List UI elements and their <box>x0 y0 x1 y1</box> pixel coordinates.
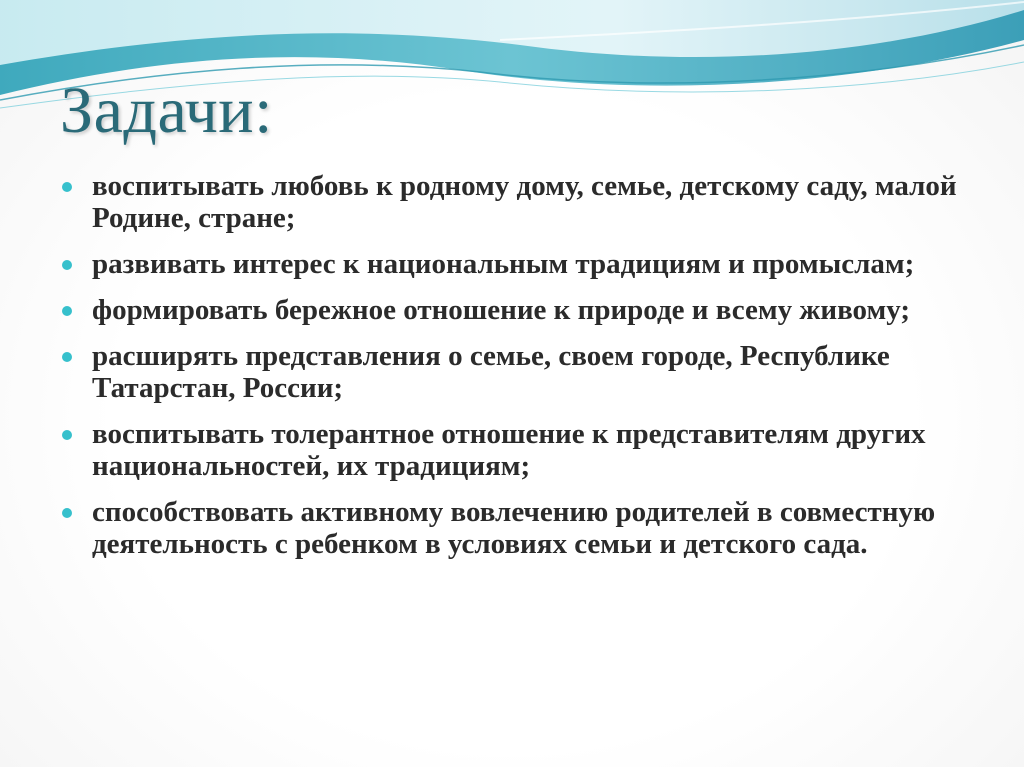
task-list-item <box>62 340 962 404</box>
task-list-item <box>62 170 962 234</box>
bullet-dot-icon <box>62 182 72 192</box>
bullet-dot-icon <box>62 306 72 316</box>
task-text: расширять представления о семье, своем городе, Республике Татарстан, России; <box>92 340 890 404</box>
bullet-dot-icon <box>62 260 72 270</box>
bullet-dot-icon <box>62 508 72 518</box>
task-text: воспитывать толерантное отношение к представителям других национальностей, их традициям; <box>92 418 926 482</box>
bullet-dot-icon <box>62 352 72 362</box>
task-text: развивать интерес к национальным традициям и промыслам; <box>92 248 915 280</box>
task-list-item <box>62 496 962 560</box>
task-list-item <box>62 294 962 326</box>
bullet-dot-icon <box>62 430 72 440</box>
task-list-item <box>62 418 962 482</box>
slide-title: Задачи: <box>60 74 273 147</box>
task-text: формировать бережное отношение к природе и всему живому; <box>92 294 911 326</box>
task-text: способствовать активному вовлечению родителей в совместную деятельность с ребенком в условиях семьи и детского сада. <box>92 496 936 560</box>
task-list <box>62 170 962 574</box>
task-list-item <box>62 248 962 280</box>
task-text: воспитывать любовь к родному дому, семье, детскому саду, малой Родине, стране; <box>92 170 957 234</box>
